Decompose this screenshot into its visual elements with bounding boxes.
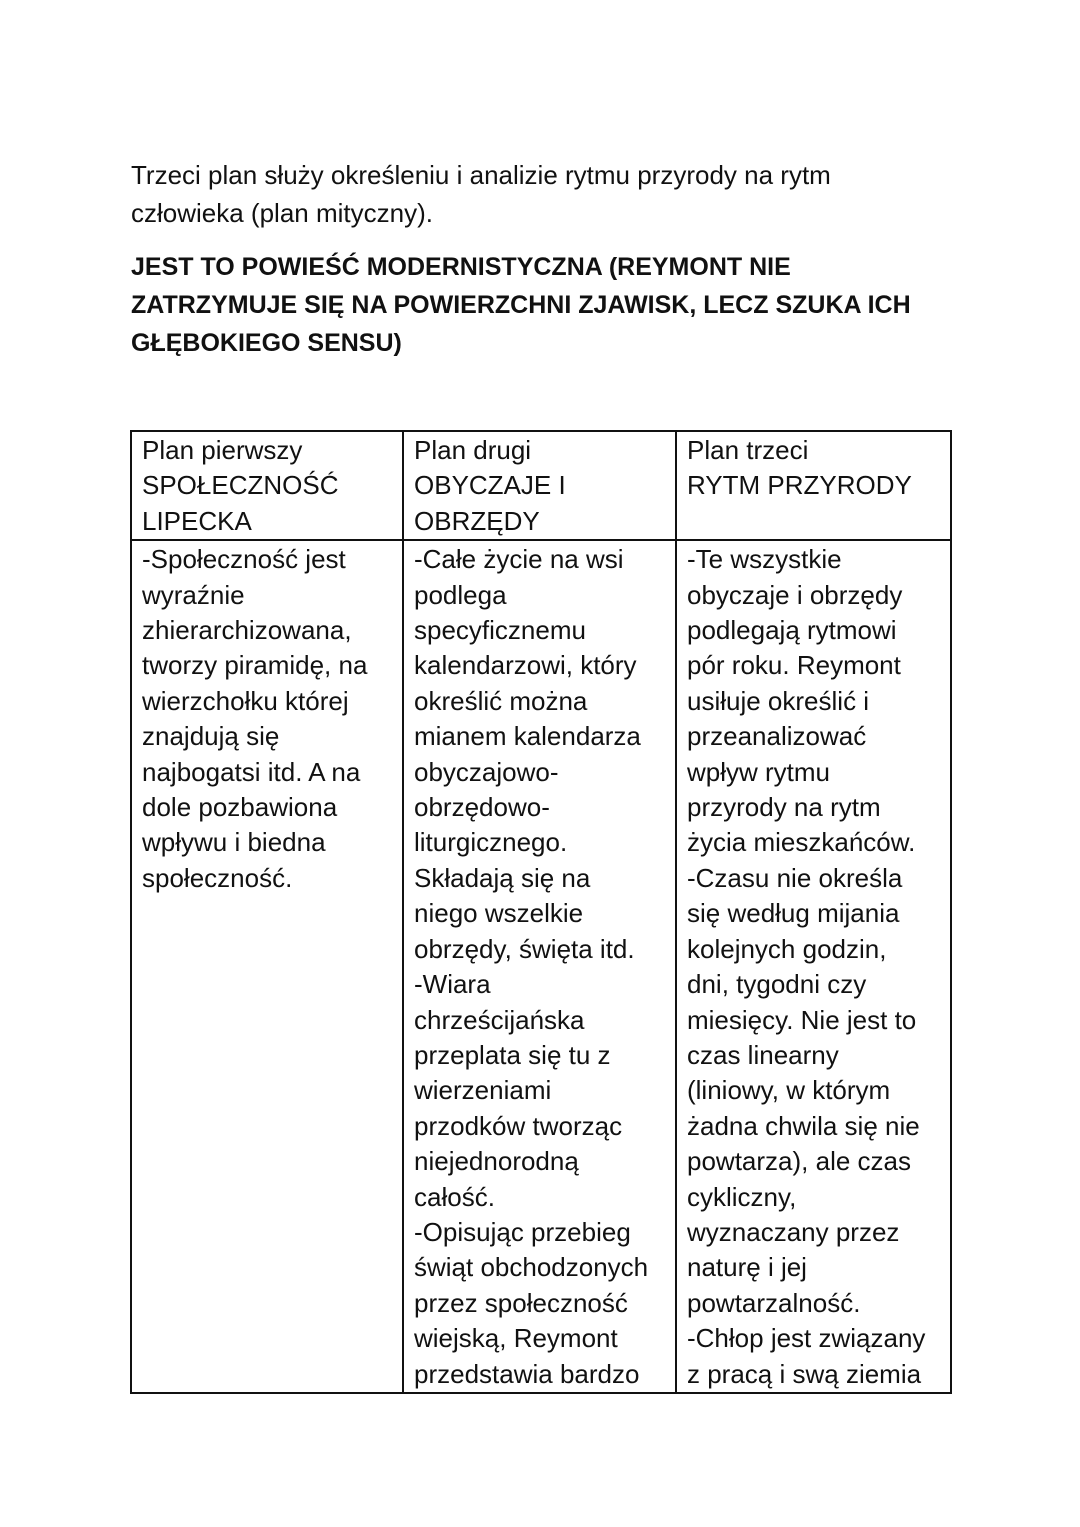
intro-line: człowieka (plan mityczny).: [131, 198, 433, 228]
cell-line: -Czasu nie określa: [687, 862, 903, 893]
cell-line: przedstawia bardzo: [414, 1358, 640, 1389]
cell-line: usiłuje określić i: [687, 685, 870, 716]
header-line: Plan trzeci: [687, 435, 809, 465]
cell-line: obyczaje i obrzędy: [687, 579, 903, 610]
cell-line: żadna chwila się nie: [687, 1110, 920, 1141]
cell-line: wiejską, Reymont: [414, 1323, 618, 1354]
cell-line: wyraźnie: [142, 579, 245, 610]
cell-line: liturgicznego.: [414, 827, 568, 858]
header-plan-second: [403, 431, 676, 540]
cell-line: podlegają rytmowi: [687, 615, 897, 646]
cell-line: -Społeczność jest: [142, 544, 346, 575]
header-plan-third: [676, 431, 951, 540]
cell-line: cykliczny,: [687, 1181, 797, 1212]
cell-line: chrześcijańska: [414, 1004, 585, 1035]
cell-line: wierzchołku której: [142, 685, 349, 716]
cell-line: powtarzalność.: [687, 1287, 861, 1318]
cell-line: Składają się na: [414, 862, 591, 893]
cell-line: wyznaczany przez: [687, 1216, 900, 1247]
cell-line: dole pozbawiona: [142, 792, 338, 823]
cell-line: niejednorodną: [414, 1146, 579, 1177]
cell-line: z pracą i swą ziemia: [687, 1358, 922, 1389]
header-line: Plan pierwszy: [142, 435, 303, 465]
cell-line: czas linearny: [687, 1039, 839, 1070]
table-header-row: [131, 431, 951, 540]
cell-line: najbogatsi itd. A na: [142, 756, 361, 787]
intro-paragraph: [131, 156, 951, 232]
cell-line: -Całe życie na wsi: [414, 544, 624, 575]
cell-line: przyrody na rytm: [687, 792, 881, 823]
table-row: [131, 540, 951, 1393]
cell-line: -Chłop jest związany: [687, 1323, 926, 1354]
cell-line: przodków tworząc: [414, 1110, 623, 1141]
cell-plan-first: [131, 540, 403, 1393]
header-line: OBRZĘDY: [414, 505, 540, 536]
header-line: LIPECKA: [142, 505, 252, 536]
header-line: Plan drugi: [414, 435, 532, 465]
cell-line: świąt obchodzonych: [414, 1252, 649, 1283]
cell-line: przez społeczność: [414, 1287, 628, 1318]
cell-line: tworzy piramidę, na: [142, 650, 368, 681]
cell-line: mianem kalendarza: [414, 721, 641, 752]
cell-line: -Opisując przebieg: [414, 1216, 631, 1247]
heading-line: GŁĘBOKIEGO SENSU): [131, 329, 402, 357]
cell-line: naturę i jej: [687, 1252, 807, 1283]
cell-line: miesięcy. Nie jest to: [687, 1004, 917, 1035]
cell-line: przeanalizować: [687, 721, 867, 752]
cell-line: wpływ rytmu: [687, 756, 831, 787]
header-line: RYTM PRZYRODY: [687, 470, 912, 501]
cell-line: całość.: [414, 1181, 495, 1212]
cell-line: -Te wszystkie: [687, 544, 842, 575]
heading-line: JEST TO POWIEŚĆ MODERNISTYCZNA (REYMONT NIE: [131, 253, 791, 281]
cell-line: się według mijania: [687, 898, 900, 929]
cell-line: obrzędy, święta itd.: [414, 933, 635, 964]
cell-line: określić można: [414, 685, 588, 716]
cell-line: niego wszelkie: [414, 898, 584, 929]
plans-table: [130, 430, 952, 1394]
cell-plan-third: [676, 540, 951, 1393]
cell-line: obrzędowo-: [414, 792, 550, 823]
thesis-heading: [131, 248, 951, 362]
cell-line: podlega: [414, 579, 507, 610]
cell-line: (liniowy, w którym: [687, 1075, 891, 1106]
heading-line: ZATRZYMUJE SIĘ NA POWIERZCHNI ZJAWISK, LECZ SZUKA ICH: [131, 291, 911, 319]
cell-line: znajdują się: [142, 721, 280, 752]
cell-line: kalendarzowi, który: [414, 650, 637, 681]
cell-line: wierzeniami: [414, 1075, 552, 1106]
header-line: SPOŁECZNOŚĆ: [142, 470, 339, 501]
intro-line: Trzeci plan służy określeniu i analizie rytmu przyrody na rytm: [131, 160, 831, 190]
cell-line: obyczajowo-: [414, 756, 559, 787]
cell-line: społeczność.: [142, 862, 293, 893]
cell-line: powtarza), ale czas: [687, 1146, 911, 1177]
cell-plan-second: [403, 540, 676, 1393]
header-plan-first: [131, 431, 403, 540]
cell-line: -Wiara: [414, 969, 491, 1000]
cell-line: wpływu i biedna: [142, 827, 326, 858]
cell-line: zhierarchizowana,: [142, 615, 352, 646]
cell-line: pór roku. Reymont: [687, 650, 901, 681]
header-line: OBYCZAJE I: [414, 470, 566, 501]
cell-line: dni, tygodni czy: [687, 969, 867, 1000]
cell-line: przeplata się tu z: [414, 1039, 611, 1070]
cell-line: kolejnych godzin,: [687, 933, 887, 964]
cell-line: specyficznemu: [414, 615, 586, 646]
cell-line: życia mieszkańców.: [687, 827, 916, 858]
